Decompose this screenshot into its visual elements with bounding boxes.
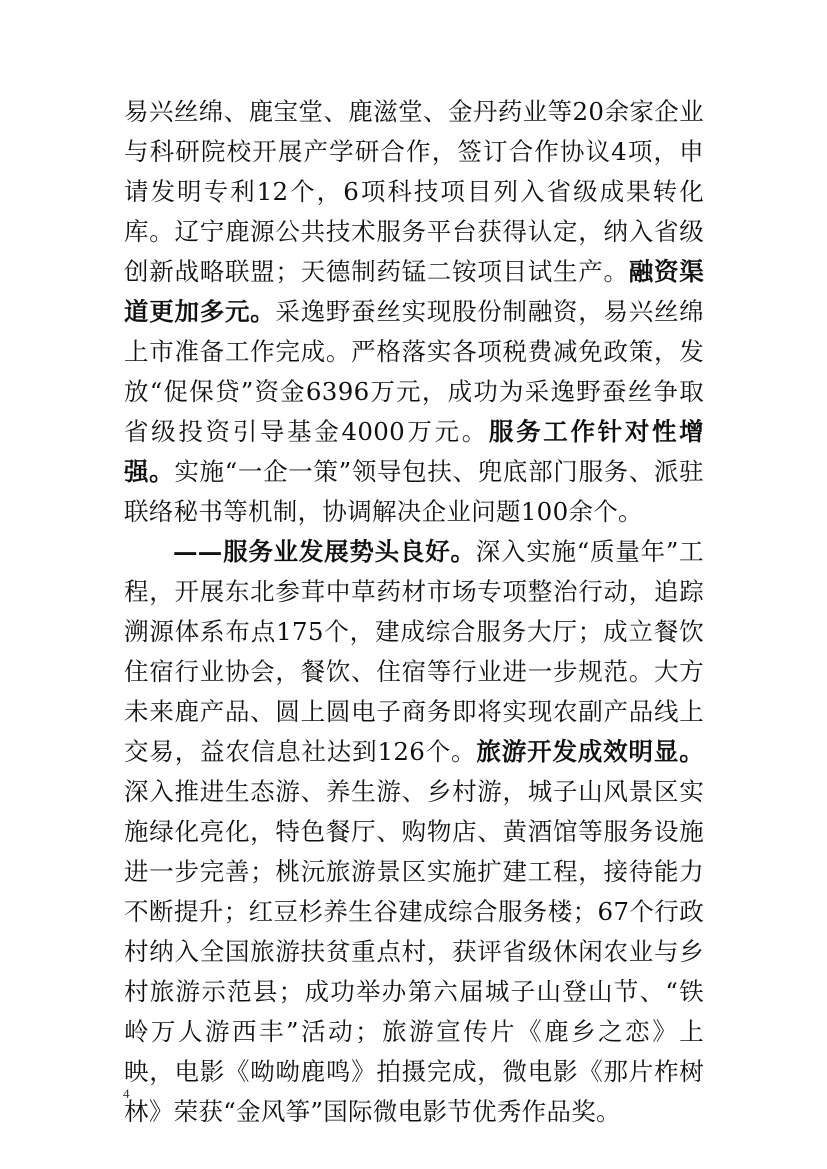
text-service-industry: 深入实施“质量年”工程，开展东北参茸中草药材市场专项整治行动，追踪溯源体系布点175个，建成综合服务大厅；成立餐饮住宿行业协会，餐饮、住宿等行业进一步规范。大方未来鹿产品、圆上圆电子商务即将实现农副产品线上交易，益农信息社达到126个。 bbox=[124, 537, 704, 766]
text-cooperation: 易兴丝绵、鹿宝堂、鹿滋堂、金丹药业等20余家企业与科研院校开展产学研合作，签订合作协议4项，申请发明专利12个，6项科技项目列入省级成果转化库。辽宁鹿源公共技术服务平台获得认定，纳入省级创新战略联盟；天德制药锰二铵项目试生产。 bbox=[124, 97, 704, 286]
paragraph-industry-continued bbox=[124, 92, 704, 532]
heading-tourism: 旅游开发成效明显。 bbox=[476, 737, 704, 766]
heading-service-work: 服务工作针对性增强。 bbox=[124, 417, 704, 486]
paragraph-service-industry bbox=[124, 532, 704, 1132]
heading-financing: 融资渠道更加多元。 bbox=[124, 257, 705, 326]
text-financing: 采逸野蚕丝实现股份制融资，易兴丝绵上市准备工作完成。严格落实各项税费减免政策，发放“促保贷”资金6396万元，成功为采逸野蚕丝争取省级投资引导基金4000万元。 bbox=[124, 297, 704, 446]
page-number: 4 bbox=[123, 1086, 130, 1101]
body-text bbox=[124, 92, 704, 1132]
heading-service-industry: ——服务业发展势头良好。 bbox=[173, 537, 476, 566]
text-tourism: 深入推进生态游、养生游、乡村游，城子山风景区实施绿化亮化，特色餐厅、购物店、黄酒馆等服务设施进一步完善；桃沅旅游景区实施扩建工程，接待能力不断提升；红豆杉养生谷建成综合服务楼；67个行政村纳入全国旅游扶贫重点村，获评省级休闲农业与乡村旅游示范县；成功举办第六届城子山登山节、“铁岭万人游西丰”活动；旅游宣传片《鹿乡之恋》上映，电影《呦呦鹿鸣》拍摄完成，微电影《那片柞树林》荣获“金风筝”国际微电影节优秀作品奖。 bbox=[124, 777, 704, 1126]
text-service-work: 实施“一企一策”领导包扶、兜底部门服务、派驻联络秘书等机制，协调解决企业问题100余个。 bbox=[124, 457, 704, 526]
